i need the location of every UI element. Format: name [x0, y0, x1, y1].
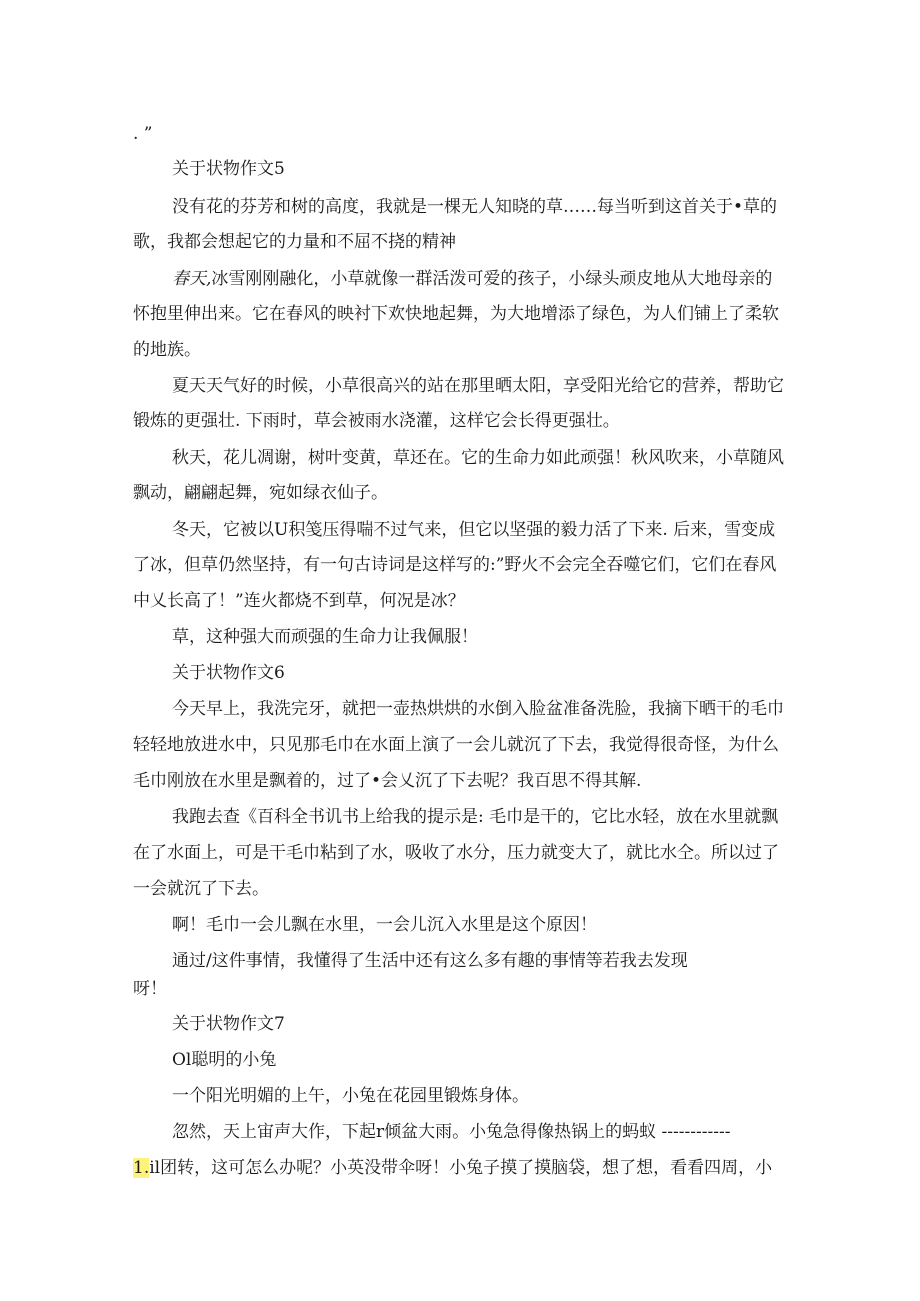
paragraph-line: 啊！毛巾一会儿飘在水里，一会儿沉入水里是这个原因！ — [172, 915, 597, 935]
paragraph-line: 飘动，翩翩起舞，宛如绿衣仙子。 — [133, 483, 388, 503]
section-heading-6: 关于状物作文6 — [172, 663, 285, 683]
paragraph-line: 中乂长高了！”连火都烧不到草，何况是冰？ — [133, 591, 465, 611]
fragment-quote: . ” — [133, 124, 153, 144]
story-title: Ol聪明的小兔 — [172, 1050, 277, 1070]
paragraph-line — [172, 267, 772, 291]
paragraph-line: 的地族。 — [133, 340, 201, 360]
paragraph-line: 了冰，但草仍然坚持，有一句古诗词是这样写的:”野火不会完全吞噬它们，它们在春风 — [133, 555, 777, 575]
paragraph-line: 轻轻地放进水中，只见那毛巾在水面上演了一会儿就沉了下去，我觉得很奇怪，为什么 — [133, 735, 779, 755]
spring-word: 春天, — [172, 269, 212, 289]
paragraph-line: 秋天，花儿凋谢，树叶变黄，草还在。它的生命力如此顽强！秋风吹来，小草随风 — [172, 448, 784, 468]
paragraph-line: 忽然，天上宙声大作，下起r倾盆大雨。小兔急得像热锅上的蚂蚁 ------------ — [172, 1122, 731, 1142]
paragraph-line: 通过/这件事情，我懂得了生活中还有这么多有趣的事情等若我去发现 — [172, 951, 688, 971]
paragraph-line: 我跑去查《百科全书讥书上给我的提示是: 毛巾是干的，它比水轻，放在水里就飘 — [172, 807, 779, 827]
paragraph-line: 毛巾刚放在水里是飘着的，过了•会乂沉了下去呢？我百思不得其解. — [133, 771, 642, 791]
paragraph-line: 在了水面上，可是干毛巾粘到了水，吸收了水分，压力就变大了，就比水仝。所以过了 — [133, 843, 779, 863]
paragraph-line: 怀抱里伸出来。它在春风的映衬下欢快地起舞，为大地增添了绿色，为人们铺上了柔软 — [133, 304, 779, 324]
paragraph-line: 夏天天气好的时候，小草很高兴的站在那里晒太阳，享受阳光给它的营养，帮助它 — [172, 376, 784, 396]
paragraph-line: 锻炼的更强壮. 下雨时，草会被雨水浇灌，这样它会长得更强壮。 — [133, 411, 620, 431]
paragraph-line: 歌，我都会想起它的力量和不屈不挠的精神 — [133, 232, 456, 252]
paragraph-line — [133, 1156, 772, 1180]
paragraph-line: 一会就沉了下去。 — [133, 879, 269, 899]
paragraph-line: 没有花的芬芳和树的高度，我就是一棵无人知晓的草……每当听到这首关于•草的 — [172, 197, 778, 217]
paragraph-line: 冬天，它被以U积笺压得喘不过气来，但它以坚强的毅力活了下来. 后来，雪变成 — [172, 520, 776, 540]
spring-text: 冰雪刚刚融化，小草就像一群活泼可爱的孩子，小绿头顽皮地从大地母亲的 — [211, 269, 773, 289]
section-heading-7: 关于状物作文7 — [172, 1014, 285, 1034]
paragraph-line: 今天早上，我洗完牙，就把一壶热烘烘的水倒入脸盆准备洗脸，我摘下晒干的毛巾 — [172, 699, 784, 719]
paragraph-line: 一个阳光明媚的上午，小兔在花园里锻炼身体。 — [172, 1086, 529, 1106]
paragraph-text: il团转，这可怎么办呢？小英没带伞呀！小兔子摸了摸脑袋，想了想，看看四周，小 — [149, 1158, 773, 1178]
paragraph-line: 呀！ — [133, 979, 167, 999]
paragraph-line: 草，这种强大而顽强的生命力让我佩服！ — [172, 627, 478, 647]
highlighted-marker: 1. — [133, 1158, 150, 1178]
section-heading-5: 关于状物作文5 — [172, 159, 285, 179]
